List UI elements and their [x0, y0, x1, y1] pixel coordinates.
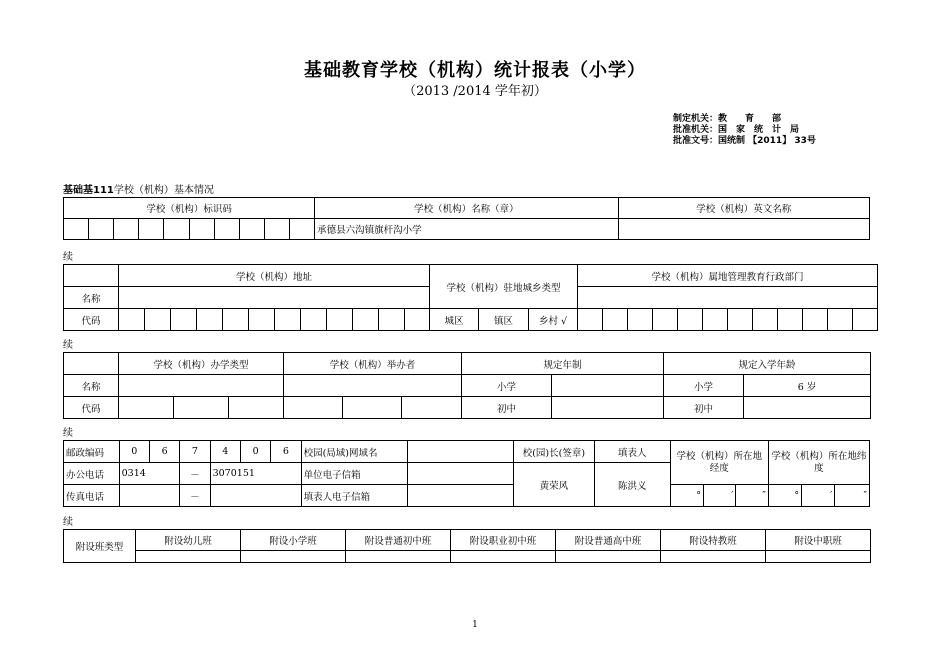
approver-value: 国 家 统 计 局 — [718, 125, 800, 135]
age-junior-value[interactable] — [744, 397, 871, 419]
address-code-cell[interactable] — [171, 309, 197, 331]
approver-label: 批准机关： — [673, 125, 719, 135]
english-name-value[interactable] — [618, 219, 869, 240]
attached-class-value[interactable] — [346, 551, 451, 563]
id-digit-cell[interactable] — [239, 219, 264, 240]
address-header: 学校（机构）地址 — [119, 265, 430, 287]
id-digit-cell[interactable] — [89, 219, 114, 240]
phone-dash: － — [180, 463, 210, 485]
attached-class-header: 附设职业初中班 — [451, 530, 556, 551]
township-type-header: 学校（机构）驻地城乡类型 — [430, 265, 578, 309]
longitude-header: 学校（机构）所在地经度 — [670, 441, 768, 485]
run-type-name-value[interactable] — [119, 375, 284, 397]
latitude-second[interactable]: ″ — [835, 485, 870, 507]
unit-email-value[interactable] — [407, 463, 513, 485]
run-type-code-cell[interactable] — [174, 397, 229, 419]
postal-digit[interactable]: 4 — [210, 441, 240, 463]
fax-label: 传真电话 — [64, 485, 120, 507]
run-type-code-cell[interactable] — [229, 397, 284, 419]
english-name-header: 学校（机构）英文名称 — [618, 198, 869, 219]
longitude-second[interactable]: ″ — [736, 485, 768, 507]
attached-class-header: 附设普通高中班 — [556, 530, 661, 551]
admin-code-cell[interactable] — [828, 309, 853, 331]
rural-option[interactable]: 乡村 √ — [529, 309, 578, 331]
area-code-value[interactable]: 0314 — [119, 463, 180, 485]
doc-label: 批准文号： — [673, 136, 719, 146]
basic-info-table — [63, 197, 870, 240]
years-primary-label: 小学 — [462, 375, 552, 397]
town-option[interactable]: 镇区 — [479, 309, 529, 331]
sponsor-code-cell[interactable] — [402, 397, 462, 419]
age-primary-value[interactable]: 6 岁 — [744, 375, 871, 397]
office-phone-value[interactable]: 3070151 — [210, 463, 301, 485]
admin-code-cell[interactable] — [803, 309, 828, 331]
id-digit-cell[interactable] — [189, 219, 214, 240]
id-digit-cell[interactable] — [139, 219, 164, 240]
attached-class-table — [63, 529, 871, 563]
admin-dept-header: 学校（机构）属地管理教育行政部门 — [578, 265, 878, 287]
longitude-minute[interactable]: ′ — [704, 485, 736, 507]
id-digit-cell[interactable] — [289, 219, 314, 240]
attached-class-value[interactable] — [556, 551, 661, 563]
fax-dash: － — [180, 485, 210, 507]
admin-code-cell[interactable] — [753, 309, 778, 331]
run-type-code-cell[interactable] — [119, 397, 174, 419]
continued-label: 续 — [63, 517, 73, 528]
address-code-cell[interactable] — [119, 309, 145, 331]
attached-class-value[interactable] — [241, 551, 346, 563]
page-title: 基础教育学校（机构）统计报表（小学） — [304, 60, 646, 81]
attached-class-header: 附设小学班 — [241, 530, 346, 551]
id-digit-cell[interactable] — [164, 219, 189, 240]
postal-digit[interactable]: 6 — [271, 441, 301, 463]
code-row-label: 代码 — [64, 397, 119, 419]
page-number: 1 — [472, 620, 478, 630]
urban-option[interactable]: 城区 — [430, 309, 479, 331]
attached-class-header: 附设幼儿班 — [136, 530, 241, 551]
address-name-value[interactable] — [119, 287, 430, 309]
years-junior-value[interactable] — [552, 397, 664, 419]
postal-code-label: 邮政编码 — [64, 441, 120, 463]
contact-table — [63, 440, 870, 507]
filler-email-value[interactable] — [407, 485, 513, 507]
latitude-minute[interactable]: ′ — [802, 485, 835, 507]
section-heading — [63, 181, 214, 196]
fax-value[interactable] — [210, 485, 301, 507]
id-code-header: 学校（机构）标识码 — [64, 198, 315, 219]
admin-code-cell[interactable] — [703, 309, 728, 331]
sponsor-name-value[interactable] — [284, 375, 462, 397]
continued-label: 续 — [63, 428, 73, 439]
admin-code-cell[interactable] — [603, 309, 628, 331]
filler-label: 填表人 — [594, 441, 670, 463]
latitude-degree[interactable]: ° — [768, 485, 801, 507]
doc-value: 国统制 【2011】 33号 — [718, 136, 816, 146]
age-primary-label: 小学 — [664, 375, 744, 397]
years-header: 规定年制 — [462, 353, 664, 375]
admin-code-cell[interactable] — [778, 309, 803, 331]
attached-class-value[interactable] — [136, 551, 241, 563]
continued-label: 续 — [63, 340, 73, 351]
admin-code-cell[interactable] — [678, 309, 703, 331]
address-code-cell[interactable] — [301, 309, 327, 331]
filler-name[interactable]: 陈洪义 — [594, 463, 670, 507]
page-subtitle: （2013 /2014 学年初） — [403, 84, 547, 99]
address-code-cell[interactable] — [223, 309, 249, 331]
years-junior-label: 初中 — [462, 397, 552, 419]
code-row-label: 代码 — [64, 309, 119, 331]
fax-area-value[interactable] — [119, 485, 180, 507]
address-code-cell[interactable] — [145, 309, 171, 331]
address-code-cell[interactable] — [275, 309, 301, 331]
address-code-cell[interactable] — [405, 309, 430, 331]
principal-label: 校(园)长(签章) — [513, 441, 594, 463]
address-code-cell[interactable] — [197, 309, 223, 331]
latitude-header: 学校（机构）所在地纬度 — [768, 441, 869, 485]
attached-class-value[interactable] — [661, 551, 766, 563]
address-code-cell[interactable] — [353, 309, 379, 331]
attached-class-header: 附设特教班 — [661, 530, 766, 551]
id-digit-cell[interactable] — [114, 219, 139, 240]
admin-code-cell[interactable] — [853, 309, 878, 331]
name-row-label: 名称 — [64, 375, 119, 397]
admin-code-cell[interactable] — [653, 309, 678, 331]
run-type-header: 学校（机构）办学类型 — [119, 353, 284, 375]
age-header: 规定入学年龄 — [664, 353, 871, 375]
maker-value: 教 育 部 — [718, 114, 782, 124]
school-name-value[interactable]: 承德县六沟镇旗杆沟小学 — [315, 219, 618, 240]
address-table — [63, 264, 878, 331]
domain-value[interactable] — [407, 441, 513, 463]
school-type-table — [63, 352, 871, 419]
years-primary-value[interactable] — [552, 375, 664, 397]
domain-label: 校园(局域)网域名 — [301, 441, 407, 463]
admin-code-cell[interactable] — [628, 309, 653, 331]
id-digit-cell[interactable] — [214, 219, 239, 240]
sponsor-header: 学校（机构）举办者 — [284, 353, 462, 375]
age-junior-label: 初中 — [664, 397, 744, 419]
postal-digit[interactable]: 0 — [240, 441, 270, 463]
postal-digit[interactable]: 7 — [180, 441, 210, 463]
admin-name-value[interactable] — [578, 287, 878, 309]
attached-class-header: 附设中职班 — [766, 530, 871, 551]
principal-name[interactable]: 黄荣风 — [513, 463, 594, 507]
postal-digit[interactable]: 6 — [149, 441, 179, 463]
name-row-label: 名称 — [64, 287, 119, 309]
address-code-cell[interactable] — [327, 309, 353, 331]
unit-email-label: 单位电子信箱 — [301, 463, 407, 485]
attached-class-value[interactable] — [766, 551, 871, 563]
longitude-degree[interactable]: ° — [670, 485, 703, 507]
address-code-cell[interactable] — [379, 309, 405, 331]
id-digit-cell[interactable] — [264, 219, 289, 240]
section-title: 学校（机构）基本情况 — [113, 185, 214, 196]
id-digit-cell[interactable] — [64, 219, 89, 240]
attached-class-label: 附设班类型 — [64, 530, 136, 563]
continued-label: 续 — [63, 252, 73, 263]
admin-code-cell[interactable] — [578, 309, 603, 331]
form-code: 基础基111 — [63, 185, 114, 196]
address-code-cell[interactable] — [249, 309, 275, 331]
sponsor-code-cell[interactable] — [343, 397, 402, 419]
attached-class-header: 附设普通初中班 — [346, 530, 451, 551]
maker-label: 制定机关： — [673, 114, 719, 124]
school-name-header: 学校（机构）名称（章） — [315, 198, 618, 219]
authority-block — [673, 114, 816, 147]
office-phone-label: 办公电话 — [64, 463, 120, 485]
admin-code-cell[interactable] — [728, 309, 753, 331]
postal-digit[interactable]: 0 — [119, 441, 149, 463]
sponsor-code-cell[interactable] — [284, 397, 343, 419]
filler-email-label: 填表人电子信箱 — [301, 485, 407, 507]
attached-class-value[interactable] — [451, 551, 556, 563]
